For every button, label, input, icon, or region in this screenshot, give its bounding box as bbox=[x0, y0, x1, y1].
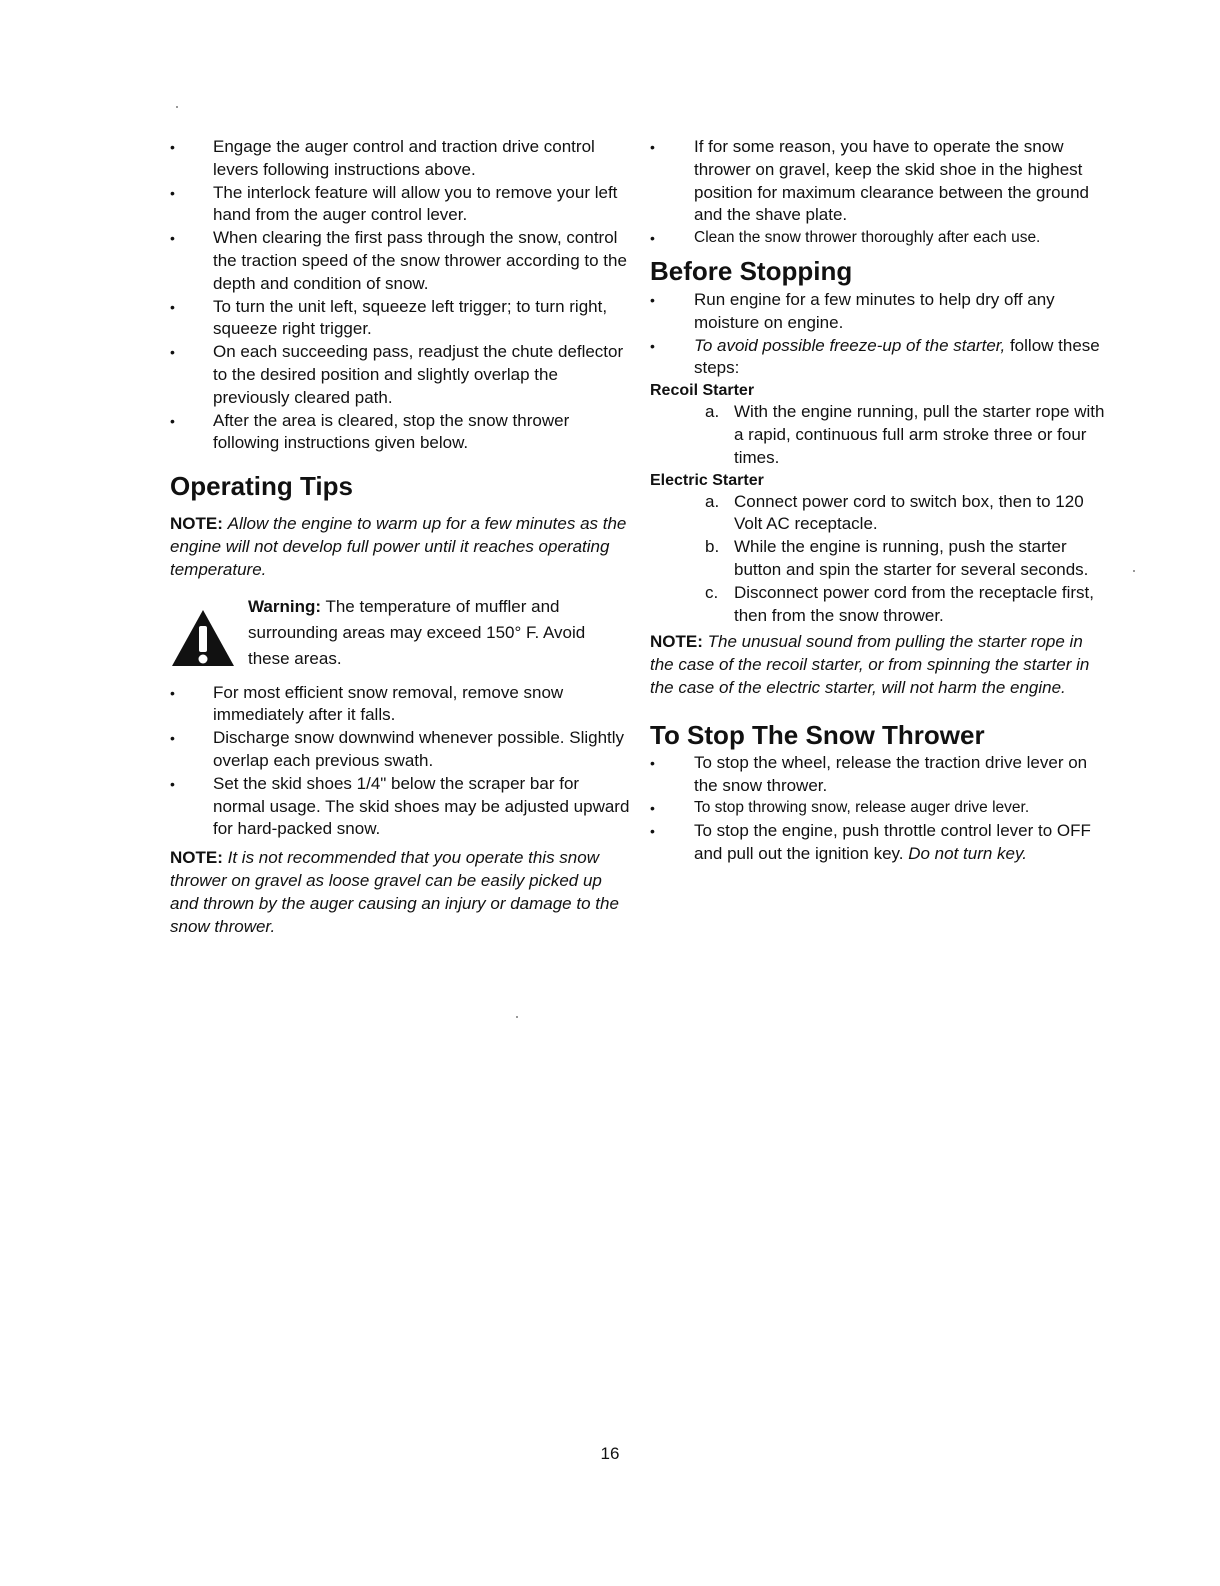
intro-bullet-list bbox=[170, 136, 630, 455]
note-text: The unusual sound from pulling the starter rope in the case of the recoil starter, or from spinning the starter in the case of the electric starter, will not harm the engine. bbox=[650, 632, 1090, 697]
list-item: • On each succeeding pass, readjust the chute deflector to the desired position and slightly overlap the previously cleared path. bbox=[170, 341, 630, 409]
step-text: While the engine is running, push the starter button and spin the starter for several seconds. bbox=[734, 537, 1089, 579]
stop-engine-text: To stop the engine, push throttle control lever to OFF and pull out the ignition key. bbox=[694, 821, 1091, 863]
note-text: Allow the engine to warm up for a few minutes as the engine will not develop full power until it reaches operating temperature. bbox=[170, 514, 627, 579]
list-item: • For most efficient snow removal, remove snow immediately after it falls. bbox=[170, 682, 630, 728]
stop-thrower-bullets bbox=[650, 752, 1105, 866]
note-label: NOTE: bbox=[650, 632, 703, 652]
list-item: • To turn the unit left, squeeze left trigger; to turn right, squeeze right trigger. bbox=[170, 296, 630, 342]
list-item: • Set the skid shoes 1/4" below the scraper bar for normal usage. The skid shoes may be adjusted upward for hard-packed snow. bbox=[170, 773, 630, 841]
gravel-note bbox=[170, 847, 630, 938]
note-label: NOTE: bbox=[170, 514, 223, 534]
list-item: • If for some reason, you have to operate the snow thrower on gravel, keep the skid shoe in the highest position for maximum clearance between the ground and the shave plate. bbox=[650, 136, 1105, 227]
recoil-starter-heading: Recoil Starter bbox=[650, 382, 755, 400]
list-item bbox=[650, 335, 1105, 381]
step-text: With the engine running, pull the starter rope with a rapid, continuous full arm stroke three or four times. bbox=[734, 402, 1105, 467]
operating-tips-heading: Operating Tips bbox=[170, 471, 353, 502]
list-item bbox=[650, 582, 1105, 628]
list-item: • When clearing the first pass through the snow, control the traction speed of the snow thrower according to the depth and condition of snow. bbox=[170, 227, 630, 295]
recoil-steps bbox=[650, 401, 1105, 469]
page-number: 16 bbox=[600, 1444, 620, 1463]
note-label: NOTE: bbox=[170, 848, 223, 868]
list-item: • After the area is cleared, stop the snow thrower following instructions given below. bbox=[170, 410, 630, 456]
warning-text: The temperature of muffler and surrounding areas may exceed 150° F. Avoid these areas. bbox=[248, 596, 586, 668]
scan-speck bbox=[1133, 570, 1135, 572]
step-text: Disconnect power cord from the receptacle first, then from the snow thrower. bbox=[734, 582, 1094, 625]
scan-speck bbox=[516, 1016, 518, 1018]
list-item: • Engage the auger control and traction drive control levers following instructions above. bbox=[170, 136, 630, 182]
right-column bbox=[650, 136, 1105, 866]
electric-starter-heading: Electric Starter bbox=[650, 471, 764, 489]
list-item bbox=[650, 491, 1105, 537]
step-letter: a. bbox=[705, 491, 720, 511]
list-item: • Clean the snow thrower thoroughly after each use. bbox=[650, 227, 1105, 250]
list-item: • To stop throwing snow, release auger drive lever. bbox=[650, 797, 1105, 820]
gravel-bullets bbox=[650, 136, 1105, 250]
list-item bbox=[650, 536, 1105, 582]
note-text: It is not recommended that you operate this snow thrower on gravel as loose gravel can be easily picked up and thrown by the auger causing an injury or damage to the snow thrower. bbox=[170, 848, 619, 936]
stop-thrower-heading: To Stop The Snow Thrower bbox=[650, 719, 985, 750]
step-letter: c. bbox=[705, 582, 719, 602]
before-stopping-heading: Before Stopping bbox=[650, 255, 853, 286]
before-stopping-bullets bbox=[650, 289, 1105, 380]
list-item: • Run engine for a few minutes to help dry off any moisture on engine. bbox=[650, 289, 1105, 335]
step-letter: a. bbox=[705, 402, 720, 422]
warning-triangle-icon bbox=[170, 608, 236, 668]
list-item: • To stop the wheel, release the traction drive lever on the snow thrower. bbox=[650, 752, 1105, 798]
list-item bbox=[650, 401, 1105, 469]
starter-note bbox=[650, 631, 1105, 699]
warning-label: Warning: bbox=[248, 596, 322, 616]
step-letter: b. bbox=[705, 537, 720, 557]
scan-speck bbox=[176, 106, 178, 108]
list-item: • Discharge snow downwind whenever possible. Slightly overlap each previous swath. bbox=[170, 727, 630, 773]
operating-tips-note bbox=[170, 513, 630, 581]
list-item: • The interlock feature will allow you to remove your left hand from the auger control lever. bbox=[170, 182, 630, 228]
warning-box bbox=[170, 594, 630, 672]
left-column bbox=[170, 136, 630, 938]
freeze-up-text: To avoid possible freeze-up of the starter, bbox=[694, 335, 1006, 355]
list-item bbox=[650, 820, 1105, 866]
electric-steps bbox=[650, 491, 1105, 628]
steps-text: follow these steps: bbox=[694, 335, 1100, 378]
do-not-turn-key-text: Do not turn key. bbox=[908, 843, 1027, 863]
operating-tips-bullets bbox=[170, 682, 630, 842]
step-text: Connect power cord to switch box, then to 120 Volt AC receptacle. bbox=[734, 491, 1084, 534]
